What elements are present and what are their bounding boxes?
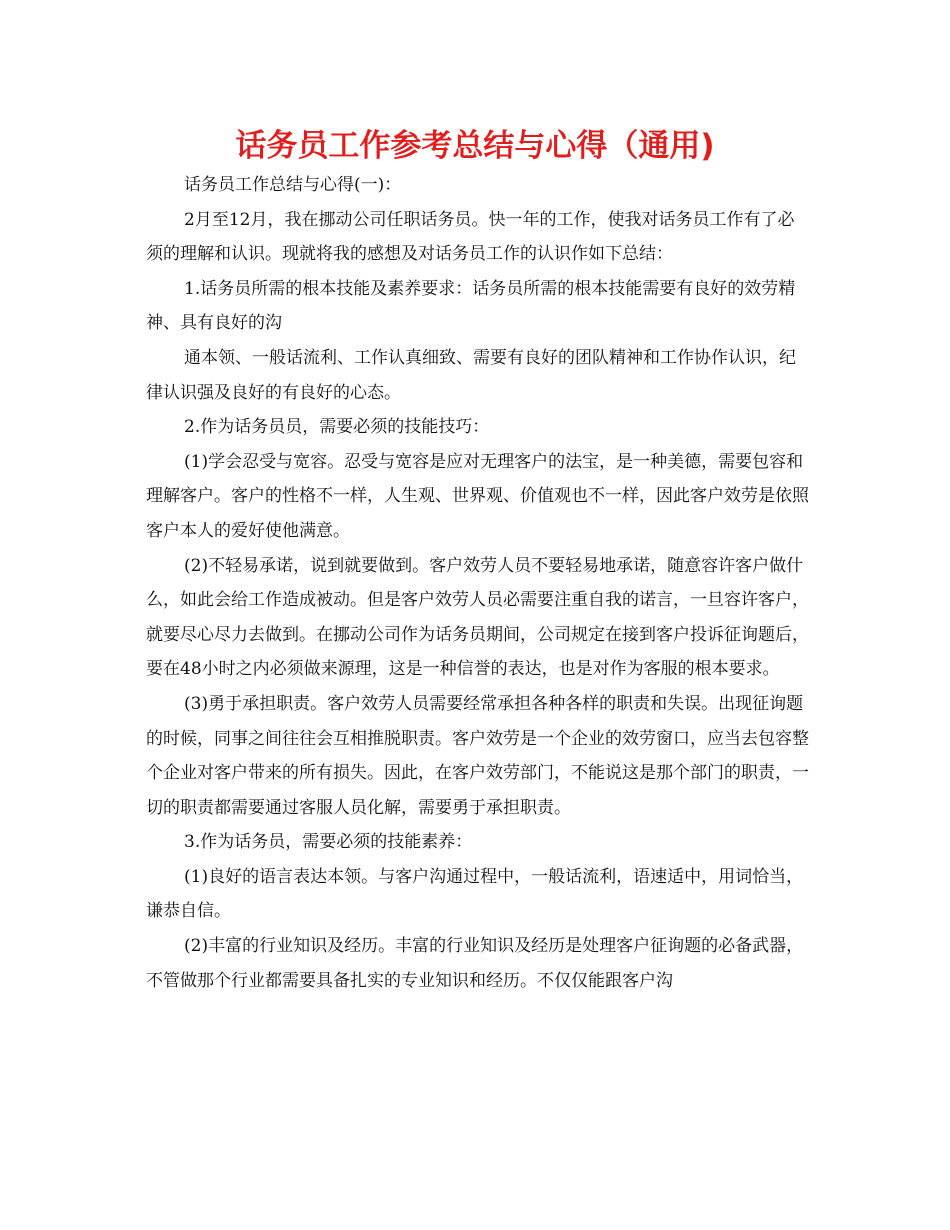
- paragraph: (3)勇于承担职责。客户效劳人员需要经常承担各种各样的职责和失误。出现征询题的时候，同事之间往往会互相推脱职责。客户效劳是一个企业的效劳窗口，应当去包容整个企业对客户带来的所有损失。因此，在客户效劳部门，不能说这是那个部门的职责，一切的职责都需要通过客服人员化解，需要勇于承担职责。: [146, 693, 809, 818]
- paragraph: 2月至12月，我在挪动公司任职话务员。快一年的工作，使我对话务员工作有了必须的理解和认识。现就将我的感想及对话务员工作的认识作如下总结：: [146, 209, 795, 265]
- paragraph: (2)不轻易承诺，说到就要做到。客户效劳人员不要轻易地承诺，随意容许客户做什么，如此会给工作造成被动。但是客户效劳人员必需要注重自我的诺言，一旦容许客户，就要尽心尽力去做到。在挪动公司作为话务员期间，公司规定在接到客户投诉征询题后，要在48小时之内必须做来源理，这是一种信誉的表达，也是对作为客服的根本要求。: [146, 555, 809, 680]
- paragraph: 通本领、一般话流利、工作认真细致、需要有良好的团队精神和工作协作认识，纪律认识强及良好的有良好的心态。: [146, 347, 796, 403]
- paragraph: (1)良好的语言表达本领。与客户沟通过程中，一般话流利，语速适中，用词恰当，谦恭自信。: [146, 866, 804, 922]
- document-body: [146, 168, 810, 998]
- document-title: 话务员工作参考总结与心得（通用): [235, 128, 715, 164]
- paragraph: 1.话务员所需的根本技能及素养要求：话务员所需的根本技能需要有良好的效劳精神、具有良好的沟: [146, 278, 796, 334]
- paragraph: 话务员工作总结与心得(一)：: [184, 175, 402, 195]
- paragraph: 2.作为话务员员，需要必须的技能技巧：: [184, 417, 490, 438]
- paragraph: (2)丰富的行业知识及经历。丰富的行业知识及经历是处理客户征询题的必备武器，不管做那个行业都需要具备扎实的专业知识和经历。不仅仅能跟客户沟: [146, 936, 804, 991]
- paragraph: 3.作为话务员，需要必须的技能素养：: [184, 832, 473, 853]
- paragraph: (1)学会忍受与宽容。忍受与宽容是应对无理客户的法宝，是一种美德，需要包容和理解客户。客户的性格不一样，人生观、世界观、价值观也不一样，因此客户效劳是依照客户本人的爱好使他满意。: [146, 451, 809, 541]
